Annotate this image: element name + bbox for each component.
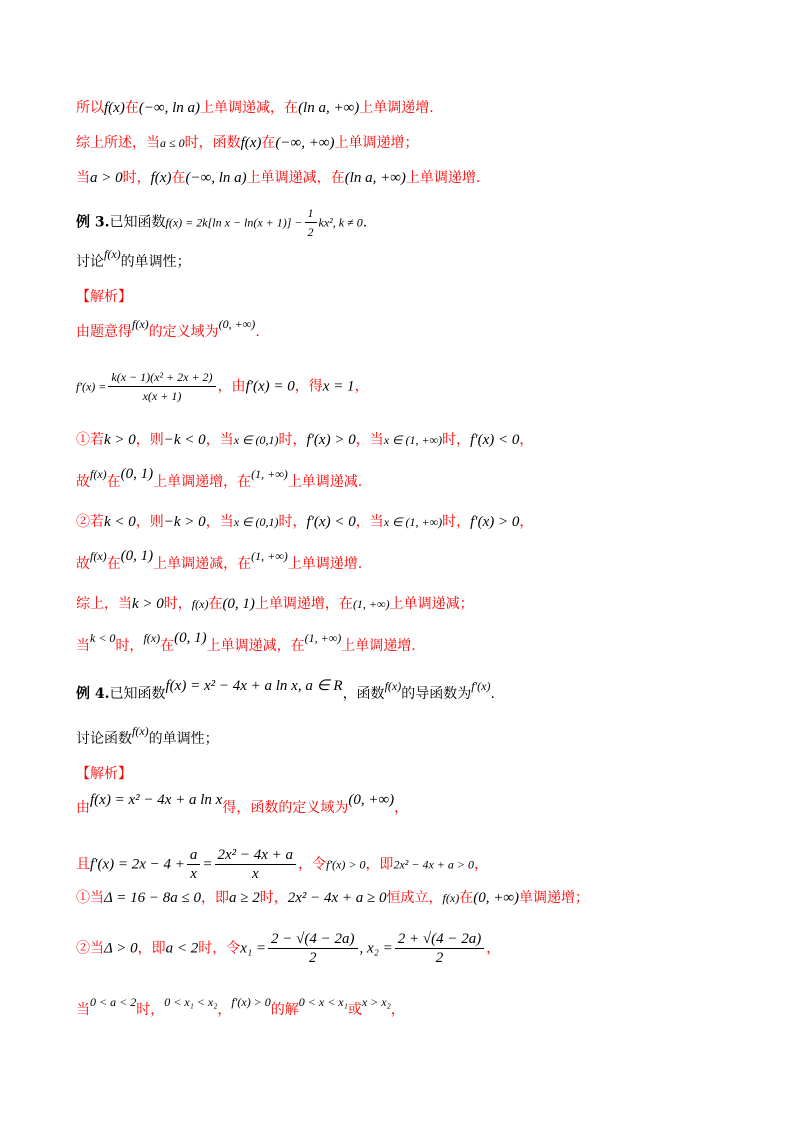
math-interval: (0, 1): [120, 466, 154, 482]
math-interval: (−∞, +∞): [275, 135, 335, 151]
text: ，函数: [342, 686, 385, 702]
math: 2x² − 4x + a > 0: [393, 857, 474, 872]
math-interval: (−∞, ln a): [138, 100, 201, 116]
math: −k < 0: [163, 432, 206, 448]
text: 时，函数: [184, 135, 241, 151]
analysis-label: 【解析】: [76, 289, 132, 305]
fraction-den: 2: [307, 225, 314, 239]
text: 或: [347, 1002, 362, 1018]
text: 时，: [442, 432, 471, 448]
text: 由题意得: [76, 324, 132, 340]
math-formula: f(x) = 2k[ln x − ln(x + 1)] −: [165, 215, 303, 230]
example-4-statement: [76, 678, 760, 704]
text: 上单调递增.: [341, 638, 416, 654]
text: 上单调递减，在: [206, 638, 305, 654]
text: ，当: [205, 514, 234, 530]
math-formula: kx², k ≠ 0: [318, 215, 363, 230]
math-fx: f(x): [442, 891, 460, 905]
text: 时，: [122, 170, 151, 186]
math-interval: (ln a, +∞): [298, 100, 360, 116]
math-interval: (1, +∞): [352, 597, 390, 611]
example-label: 例 3.: [76, 214, 110, 231]
math: 0 < x < x₁: [298, 995, 348, 1009]
text: 上单调递增，在: [153, 474, 252, 490]
math-interval: (0, +∞): [473, 890, 520, 906]
text: ②当: [76, 940, 104, 957]
text: 在: [261, 135, 276, 151]
text: 在: [124, 100, 139, 116]
text: 且: [76, 856, 90, 873]
fraction: [215, 846, 297, 883]
example-3-question: [76, 247, 760, 272]
math-fx: f(x): [90, 549, 107, 563]
math: 0 < a < 2: [90, 995, 137, 1009]
text: ，当: [355, 432, 384, 448]
text: 上单调递增.: [287, 556, 363, 572]
text: 时，令: [198, 940, 241, 957]
text: 故: [76, 556, 90, 572]
math: Δ = 16 − 8a ≤ 0: [104, 890, 202, 906]
text: 时，: [163, 596, 192, 612]
math-interval: (−∞, ln a): [185, 170, 247, 186]
math-formula: f(x) = x² − 4x + a ln x, a ∈ R: [165, 678, 343, 694]
math-interval: (0, 1): [174, 630, 207, 646]
fraction-num: k(x − 1)(x² + 2x + 2): [108, 368, 215, 387]
case-2-line-a: [76, 512, 760, 532]
example-3-domain: [76, 317, 760, 342]
fraction-num: 2 + √(4 − 2a): [395, 930, 484, 949]
text: ，即: [137, 940, 166, 957]
fraction-num: a: [187, 846, 201, 865]
text: 时，: [442, 514, 471, 530]
delta-case-2-solution: [76, 995, 760, 1020]
math-cond: a ≤ 0: [160, 136, 185, 150]
fraction-den: x: [190, 866, 197, 882]
math: x ∈ (0,1): [233, 433, 279, 447]
math-interval: (1, +∞): [251, 549, 288, 563]
math-lhs: f′(x) =: [76, 379, 107, 394]
text: .: [490, 686, 495, 702]
math: f′(x) < 0: [470, 432, 520, 448]
math-x1: x₁ =: [240, 940, 267, 957]
math-eq: x = 1: [322, 378, 355, 395]
text: 时，: [259, 890, 288, 906]
text: ，即: [201, 890, 230, 906]
text: 已知函数: [109, 686, 166, 702]
math-fprime: f′(x): [471, 679, 491, 693]
text: 当: [76, 1002, 90, 1018]
text: ②若: [76, 514, 104, 530]
math: x ∈ (0,1): [233, 515, 279, 529]
fraction-num: 2x² − 4x + a: [215, 846, 297, 865]
example-4-derivative: [76, 846, 760, 883]
text: 讨论函数: [76, 731, 132, 747]
fraction: [108, 368, 215, 405]
math: f′(x) > 0: [326, 857, 366, 872]
text: 上单调递减，在: [246, 170, 345, 186]
math-fx: f(x): [240, 135, 262, 151]
text: ，得: [294, 378, 323, 395]
text: 综上所述，当: [76, 135, 160, 151]
case-2-line-b: [76, 548, 760, 574]
math: a < 2: [165, 940, 199, 957]
example-3-statement: [76, 204, 760, 241]
line-1: [76, 98, 760, 118]
text: 时，: [115, 638, 144, 654]
delta-case-2: [76, 930, 760, 967]
fraction: [305, 204, 317, 241]
math: k < 0: [90, 631, 116, 645]
math-formula: f(x) = x² − 4x + a ln x: [90, 792, 223, 808]
text: 上单调递增.: [359, 100, 434, 116]
math-fx: f(x): [191, 597, 209, 611]
math: x > x₂: [361, 995, 391, 1009]
math-interval: (0, +∞): [218, 317, 256, 331]
text: ，: [217, 1002, 232, 1018]
analysis-heading: [76, 287, 760, 307]
text: ，: [473, 856, 488, 873]
math-fx: f(x): [143, 631, 161, 645]
fraction-num: 1: [305, 204, 317, 223]
text: ，: [394, 800, 409, 816]
text: 在: [160, 638, 175, 654]
text: 得，函数的定义域为: [222, 800, 349, 816]
text: ，则: [135, 514, 164, 530]
math: f′(x) > 0: [470, 514, 520, 530]
text: ，令: [298, 856, 327, 873]
fraction-den: 2: [309, 950, 317, 966]
text: ①当: [76, 890, 104, 906]
text: 上单调递减，在: [200, 100, 299, 116]
line-2: [76, 133, 760, 153]
math: f′(x) < 0: [306, 514, 356, 530]
case-1-line-a: [76, 430, 760, 450]
text: 上单调递增.: [405, 170, 481, 186]
math: a ≥ 2: [229, 890, 260, 906]
math: 2x² − 4x + a ≥ 0: [287, 890, 387, 906]
math-interval: (0, +∞): [348, 792, 395, 808]
text: 在: [208, 596, 223, 612]
example-label: 例 4.: [76, 686, 110, 702]
text: 的单调性；: [120, 254, 191, 270]
fraction: [395, 930, 484, 967]
text: 当: [76, 170, 90, 186]
text: .: [362, 214, 368, 231]
text: ，由: [217, 378, 246, 395]
fraction-den: x: [251, 866, 259, 882]
text: ，即: [365, 856, 394, 873]
math-fx: f(x): [104, 100, 125, 116]
text: 当: [76, 638, 90, 654]
math-cond: a > 0: [90, 170, 123, 186]
example-4-domain: [76, 792, 760, 818]
text: 时，: [278, 514, 307, 530]
text: ，当: [355, 514, 384, 530]
text: ，: [486, 940, 501, 957]
text: 在: [106, 556, 121, 572]
text: ，则: [135, 432, 164, 448]
math-fx: f(x): [90, 467, 107, 481]
analysis-heading: [76, 764, 760, 784]
text: ，: [354, 378, 369, 395]
math: x ∈ (1, +∞): [383, 433, 443, 447]
text: 故: [76, 474, 90, 490]
text: 已知函数: [109, 214, 166, 231]
example-3-derivative: [76, 368, 760, 405]
text: 所以: [76, 100, 104, 116]
fraction-num: 2 − √(4 − 2a): [268, 930, 357, 949]
text: 上单调递减，在: [153, 556, 252, 572]
text: ，: [519, 432, 534, 448]
case-1-line-b: [76, 466, 760, 492]
math-interval: (0, 1): [120, 548, 154, 564]
math: Δ > 0: [104, 940, 138, 957]
example-4-question: [76, 724, 760, 749]
math-interval: (0, 1): [222, 596, 255, 612]
math: k < 0: [104, 514, 136, 530]
text: 的单调性；: [148, 731, 219, 747]
math-interval: (1, +∞): [251, 467, 288, 481]
math-x2: , x₂ =: [359, 940, 393, 957]
fraction-den: x(x + 1): [142, 389, 182, 403]
text: 在: [171, 170, 186, 186]
text: ，: [390, 1002, 405, 1018]
fraction: [187, 846, 201, 883]
line-3: [76, 168, 760, 188]
math-eq: =: [202, 856, 213, 873]
text: 综上，当: [76, 596, 132, 612]
summary-line-1: [76, 594, 760, 614]
text: 单调递增；: [519, 890, 590, 906]
math-lhs: f′(x) = 2x − 4 +: [90, 856, 185, 873]
text: 恒成立，: [386, 890, 443, 906]
text: 上单调递减；: [389, 596, 474, 612]
analysis-label: 【解析】: [76, 766, 132, 782]
text: ，当: [205, 432, 234, 448]
math-fx: f(x): [132, 724, 149, 738]
text: 在: [106, 474, 121, 490]
math: k > 0: [132, 596, 164, 612]
math-interval: (ln a, +∞): [344, 170, 406, 186]
delta-case-1: [76, 888, 760, 908]
text: 时，: [278, 432, 307, 448]
text: 上单调递增，在: [254, 596, 353, 612]
text: ，: [519, 514, 534, 530]
math: f′(x) > 0: [231, 995, 271, 1009]
math: x ∈ (1, +∞): [383, 515, 443, 529]
text: 的定义域为: [148, 324, 219, 340]
math-fx: f(x): [132, 317, 149, 331]
text: 由: [76, 800, 90, 816]
math-eq: f′(x) = 0: [245, 378, 295, 395]
math-fx: f(x): [104, 247, 121, 261]
fraction: [268, 930, 357, 967]
text: 在: [459, 890, 474, 906]
math-fx: f(x): [150, 170, 172, 186]
text: 的导函数为: [401, 686, 472, 702]
summary-line-2: [76, 630, 760, 656]
text: 讨论: [76, 254, 104, 270]
fraction-den: 2: [435, 950, 444, 966]
math-interval: (1, +∞): [304, 631, 342, 645]
text: 时，: [136, 1002, 165, 1018]
text: 上单调递增；: [334, 135, 419, 151]
math: 0 < x₁ < x₂: [164, 995, 218, 1009]
text: 上单调递减.: [287, 474, 363, 490]
text: .: [255, 324, 260, 340]
math-fx: f(x): [384, 679, 402, 693]
math: f′(x) > 0: [306, 432, 356, 448]
math: −k > 0: [163, 514, 206, 530]
text: 的解: [270, 1002, 299, 1018]
text: ①若: [76, 432, 104, 448]
math: k > 0: [104, 432, 136, 448]
